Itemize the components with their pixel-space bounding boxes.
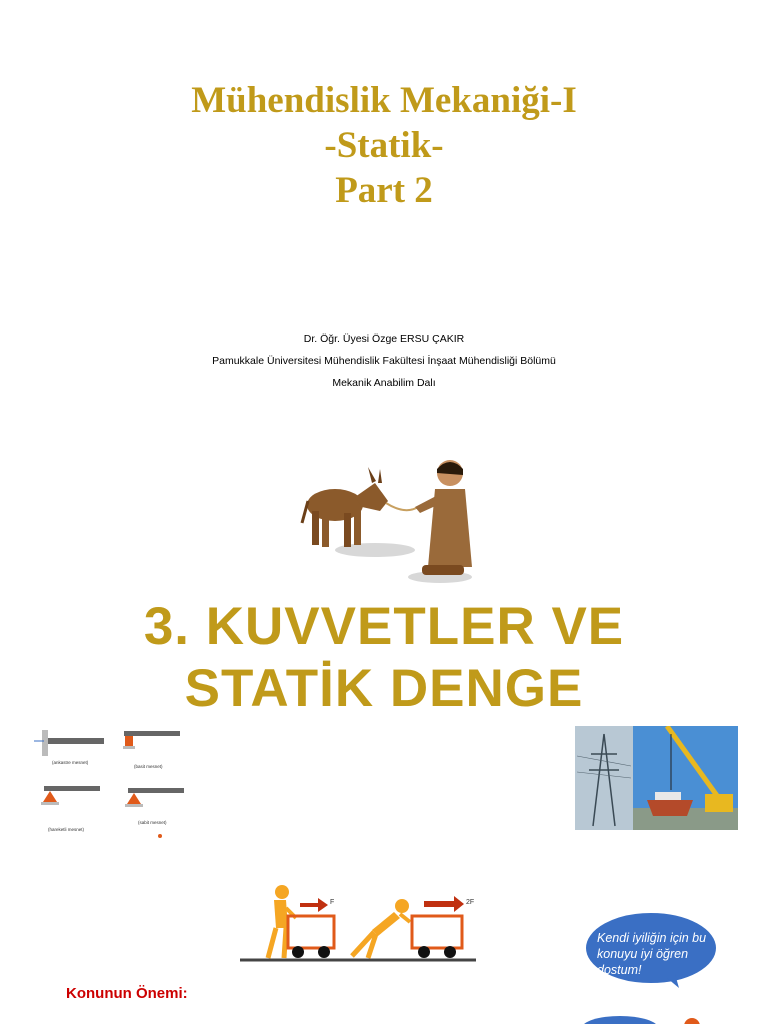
support-label-simple: (basit mesnet) — [134, 764, 163, 769]
presentation-title — [0, 78, 768, 213]
title-line-3: Part 2 — [335, 170, 433, 211]
force-cart-illustration — [240, 880, 480, 964]
donkey-man-illustration — [300, 455, 475, 585]
force-label-f: F — [330, 899, 335, 906]
support-label-hinged: (hareketli mesnet) — [48, 827, 85, 832]
support-label-pinned: (sabit mesnet) — [138, 820, 167, 825]
section-label: Konunun Önemi: — [66, 985, 188, 1002]
author-university: Pamukkale Üniversitesi Mühendislik Fakültesi İnşaat Mühendisliği Bölümü — [212, 355, 556, 367]
author-name: Dr. Öğr. Üyesi Özge ERSU ÇAKIR — [303, 333, 465, 345]
force-label-2f: 2F — [466, 899, 475, 906]
author-block — [0, 328, 768, 394]
support-label-fixed: (ankastre mesnet) — [52, 760, 89, 765]
engineering-photos — [575, 726, 738, 830]
chapter-line-2: STATİK DENGE — [184, 659, 584, 718]
chapter-line-1: 3. KUVVETLER VE — [143, 597, 625, 656]
title-line-1: Mühendislik Mekaniği-I — [191, 80, 577, 121]
speech-bubble-text: Kendi iyiliğin için bu konuyu iyi öğren dostum! — [597, 931, 707, 977]
title-line-2: -Statik- — [324, 125, 444, 166]
support-types-diagram — [30, 728, 200, 840]
bottom-decoration — [580, 1012, 768, 1024]
author-department: Mekanik Anabilim Dalı — [332, 377, 436, 389]
chapter-heading — [0, 596, 768, 720]
